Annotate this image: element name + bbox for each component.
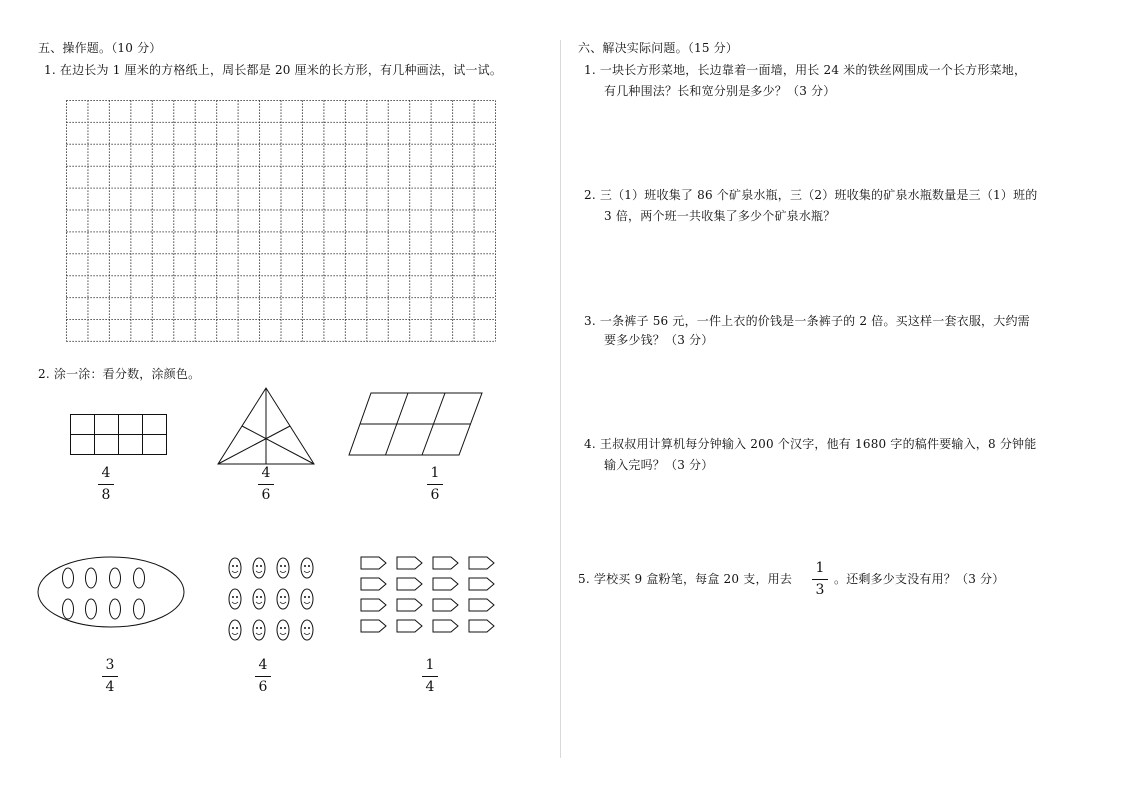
smiley-face-icon	[229, 589, 241, 609]
problem-2	[584, 188, 1037, 203]
pencil-shape	[433, 620, 458, 632]
page-divider	[560, 40, 561, 758]
problem-5-number: 5.	[578, 572, 590, 586]
problem-5-text-before: 学校买 9 盒粉笔，每盒 20 支，用去	[593, 572, 793, 586]
question-1	[44, 63, 502, 78]
pencil-shape	[361, 599, 386, 611]
pencil-shape	[469, 620, 494, 632]
problem-2-line2: 3 倍，两个班一共收集了多少个矿泉水瓶？	[604, 209, 836, 223]
fraction-3-4: 3 4	[98, 657, 122, 696]
section-six-title: 六、解决实际问题。（15 分）	[578, 41, 739, 55]
pencil-shape	[361, 578, 386, 590]
smiley-face-icon	[253, 620, 265, 640]
problem-1-number: 1.	[584, 63, 596, 77]
fraction-4-6-smileys: 4 6	[251, 657, 275, 696]
pencil-shape	[397, 557, 422, 569]
problem-2-number: 2.	[584, 188, 596, 202]
parallelogram-figure	[348, 392, 483, 456]
smiley-faces-figure	[224, 554, 320, 646]
fraction-1-6: 1 6	[423, 465, 447, 504]
problem-5-text-after: 。还剩多少支没有用？（3 分）	[834, 572, 1005, 586]
fraction-1-3: 1 3	[808, 560, 832, 599]
problem-4-number: 4.	[584, 437, 596, 451]
problem-3-number: 3.	[584, 314, 596, 328]
pencil-shape	[433, 599, 458, 611]
problem-3	[584, 314, 1030, 329]
oval-group-figure	[37, 556, 185, 628]
smiley-face-icon	[301, 589, 313, 609]
smiley-face-icon	[229, 620, 241, 640]
problem-1-line2: 有几种围法？长和宽分别是多少？（3 分）	[604, 84, 836, 98]
problem-3-line1: 一条裤子 56 元，一件上衣的价钱是一条裤子的 2 倍。买这样一套衣服，大约需	[599, 314, 1030, 328]
problem-5	[578, 572, 792, 587]
problem-1	[584, 63, 1026, 78]
pencil-shape	[469, 578, 494, 590]
pencils-figure	[360, 556, 496, 632]
pencil-shape	[361, 557, 386, 569]
section-five-title: 五、操作题。（10 分）	[38, 41, 162, 55]
smiley-face-icon	[301, 558, 313, 578]
problem-4-line2: 输入完吗？（3 分）	[604, 458, 714, 472]
smiley-face-icon	[229, 558, 241, 578]
problem-4-line1: 王叔叔用计算机每分钟输入 200 个汉字，他有 1680 字的稿件要输入，8 分钟能	[599, 437, 1037, 451]
pencil-shape	[469, 557, 494, 569]
square-grid-paper	[66, 100, 496, 342]
smiley-face-icon	[253, 558, 265, 578]
smiley-face-icon	[277, 620, 289, 640]
problem-2-line1: 三（1）班收集了 86 个矿泉水瓶，三（2）班收集的矿泉水瓶数量是三（1）班的	[599, 188, 1038, 202]
smiley-face-icon	[301, 620, 313, 640]
grid-rectangle-figure	[70, 414, 167, 456]
question-1-number: 1.	[44, 63, 56, 77]
pencil-shape	[433, 557, 458, 569]
smiley-face-icon	[277, 558, 289, 578]
problem-3-line2: 要多少钱？（3 分）	[604, 333, 714, 347]
pencil-shape	[397, 599, 422, 611]
smiley-face-icon	[277, 589, 289, 609]
pencil-shape	[397, 620, 422, 632]
fraction-1-4: 1 4	[418, 657, 442, 696]
question-1-text: 在边长为 1 厘米的方格纸上，周长都是 20 厘米的长方形，有几种画法，试一试。	[59, 63, 503, 77]
question-2-title: 2. 涂一涂：看分数，涂颜色。	[38, 367, 201, 381]
fraction-4-8: 4 8	[94, 465, 118, 504]
pencil-shape	[397, 578, 422, 590]
smiley-face-icon	[253, 589, 265, 609]
fraction-4-6-triangle: 4 6	[254, 465, 278, 504]
pencil-shape	[433, 578, 458, 590]
pencil-shape	[469, 599, 494, 611]
pencil-shape	[361, 620, 386, 632]
problem-1-line1: 一块长方形菜地，长边靠着一面墙，用长 24 米的铁丝网围成一个长方形菜地，	[599, 63, 1027, 77]
problem-4	[584, 437, 1036, 452]
triangle-figure	[217, 387, 315, 465]
